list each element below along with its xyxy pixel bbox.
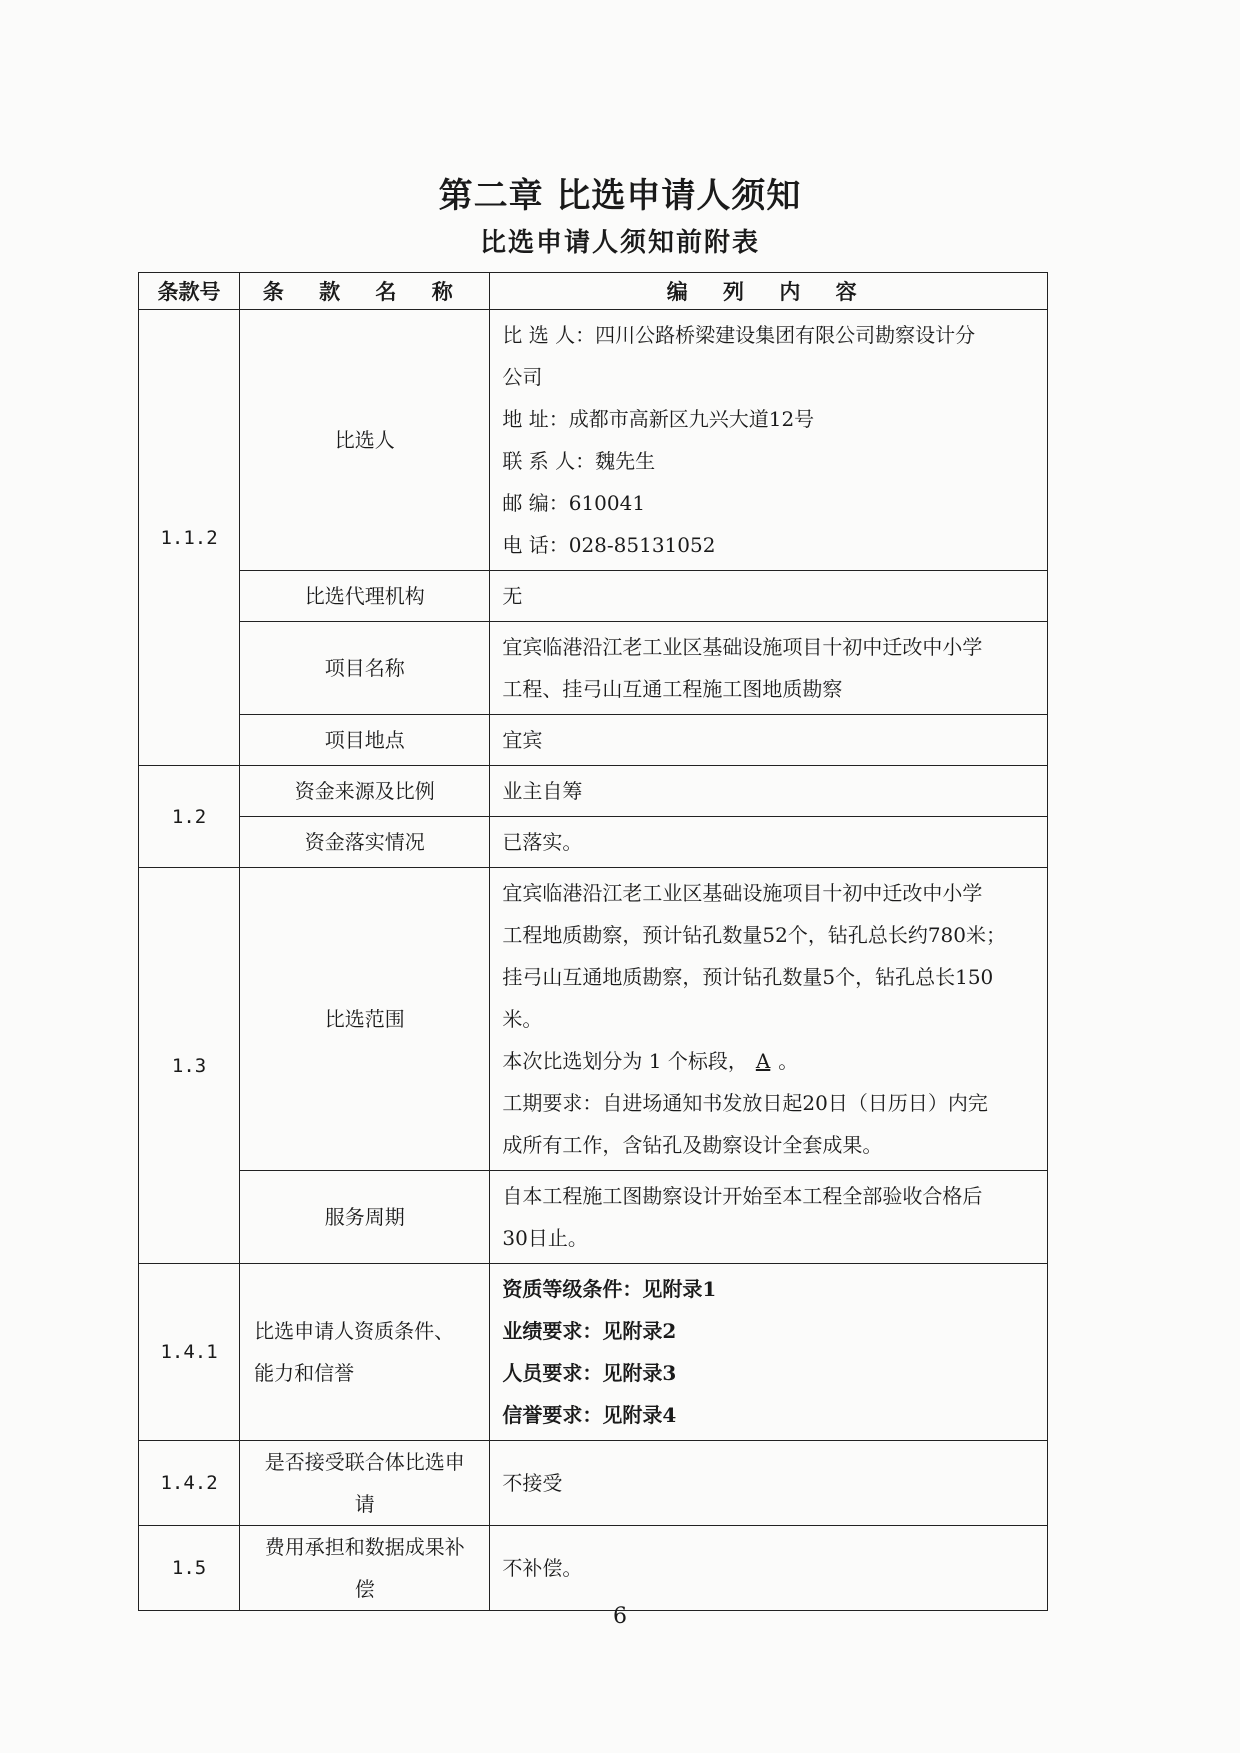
scope-line: 挂弓山互通地质勘察，预计钻孔数量5个，钻孔总长150 (502, 965, 994, 989)
qualification-line: 资质等级条件：见附录1 (502, 1277, 717, 1301)
clause-name: 比选范围 (240, 868, 490, 1171)
header-content-text: 编 列 内 容 (666, 279, 871, 304)
clause-name: 比选人 (240, 310, 490, 571)
fund-status-value: 已落实。 (490, 817, 1048, 868)
clause-name: 服务周期 (240, 1171, 490, 1264)
clause-number: 1.3 (139, 868, 240, 1264)
header-clause-no: 条款号 (139, 273, 240, 310)
clause-number: 1.4.2 (139, 1441, 240, 1526)
compensation-value: 不补偿。 (490, 1526, 1048, 1611)
performance-line: 业绩要求：见附录2 (502, 1319, 677, 1343)
table-row (139, 1441, 1048, 1526)
bidder-postcode: 邮 编：610041 (502, 491, 646, 515)
table-row (139, 1171, 1048, 1264)
table-row (139, 868, 1048, 1171)
qualification-value (490, 1264, 1048, 1441)
clause-name-line: 比选申请人资质条件、 (254, 1319, 455, 1343)
clause-name: 资金落实情况 (240, 817, 490, 868)
table-row (139, 715, 1048, 766)
project-name-value (490, 622, 1048, 715)
project-name-line: 工程、挂弓山互通工程施工图地质勘察 (502, 677, 843, 701)
section-value: A (755, 1049, 771, 1073)
table-row (139, 1526, 1048, 1611)
table-header-row (139, 273, 1048, 310)
service-line: 30日止。 (502, 1226, 588, 1250)
joint-venture-value: 不接受 (490, 1441, 1048, 1526)
table-row (139, 817, 1048, 868)
bidder-phone: 电 话：028-85131052 (502, 533, 716, 557)
service-line: 自本工程施工图勘察设计开始至本工程全部验收合格后 (502, 1184, 983, 1208)
table-row (139, 1264, 1048, 1441)
clause-number: 1.4.1 (139, 1264, 240, 1441)
credit-line: 信誉要求：见附录4 (502, 1403, 677, 1427)
bidder-line: 公司 (502, 365, 543, 389)
table-row (139, 310, 1048, 571)
service-period-value (490, 1171, 1048, 1264)
table-title: 比选申请人须知前附表 (479, 228, 760, 258)
scope-value (490, 868, 1048, 1171)
clause-number: 1.1.2 (139, 310, 240, 766)
header-clause-name (240, 273, 490, 310)
project-site-value: 宜宾 (490, 715, 1048, 766)
table-row (139, 766, 1048, 817)
clause-number: 1.5 (139, 1526, 240, 1611)
header-content (490, 273, 1048, 310)
chapter-title: 第二章 比选申请人须知 (438, 176, 802, 216)
clause-name-line: 费用承担和数据成果补 (264, 1535, 465, 1559)
period-line: 工期要求：自进场通知书发放日起20日（日历日）内完 (502, 1091, 988, 1115)
clause-name (240, 1441, 490, 1526)
clause-name (240, 1264, 490, 1441)
scope-line: 工程地质勘察，预计钻孔数量52个，钻孔总长约780米； (502, 923, 1006, 947)
header-clause-name-text: 条 款 名 称 (262, 279, 467, 304)
section-prefix: 本次比选划分为 1 个标段， (502, 1049, 748, 1073)
scope-line: 米。 (502, 1007, 543, 1031)
section-suffix: 。 (778, 1049, 799, 1073)
agency-value: 无 (490, 571, 1048, 622)
clause-number: 1.2 (139, 766, 240, 868)
period-line: 成所有工作，含钻孔及勘察设计全套成果。 (502, 1133, 883, 1157)
table-row (139, 571, 1048, 622)
clause-name-line: 偿 (354, 1577, 375, 1601)
clause-name: 比选代理机构 (240, 571, 490, 622)
bidder-address: 地 址：成都市高新区九兴大道12号 (502, 407, 815, 431)
clause-name: 项目名称 (240, 622, 490, 715)
bidder-contact: 联 系 人：魏先生 (502, 449, 656, 473)
clause-name (240, 1526, 490, 1611)
clause-name-line: 能力和信誉 (254, 1361, 355, 1385)
bidder-line: 比 选 人：四川公路桥梁建设集团有限公司勘察设计分 (502, 323, 976, 347)
clause-name: 资金来源及比例 (240, 766, 490, 817)
fund-source-value: 业主自筹 (490, 766, 1048, 817)
requirements-table (138, 272, 1048, 1611)
scope-line: 宜宾临港沿江老工业区基础设施项目十初中迁改中小学 (502, 881, 983, 905)
project-name-line: 宜宾临港沿江老工业区基础设施项目十初中迁改中小学 (502, 635, 983, 659)
section-line (502, 1040, 1039, 1082)
table-row (139, 622, 1048, 715)
personnel-line: 人员要求：见附录3 (502, 1361, 677, 1385)
clause-name: 项目地点 (240, 715, 490, 766)
clause-name-line: 请 (354, 1492, 375, 1516)
clause-name-line: 是否接受联合体比选申 (264, 1450, 465, 1474)
page-number: 6 (613, 1604, 627, 1629)
bidder-info (490, 310, 1048, 571)
